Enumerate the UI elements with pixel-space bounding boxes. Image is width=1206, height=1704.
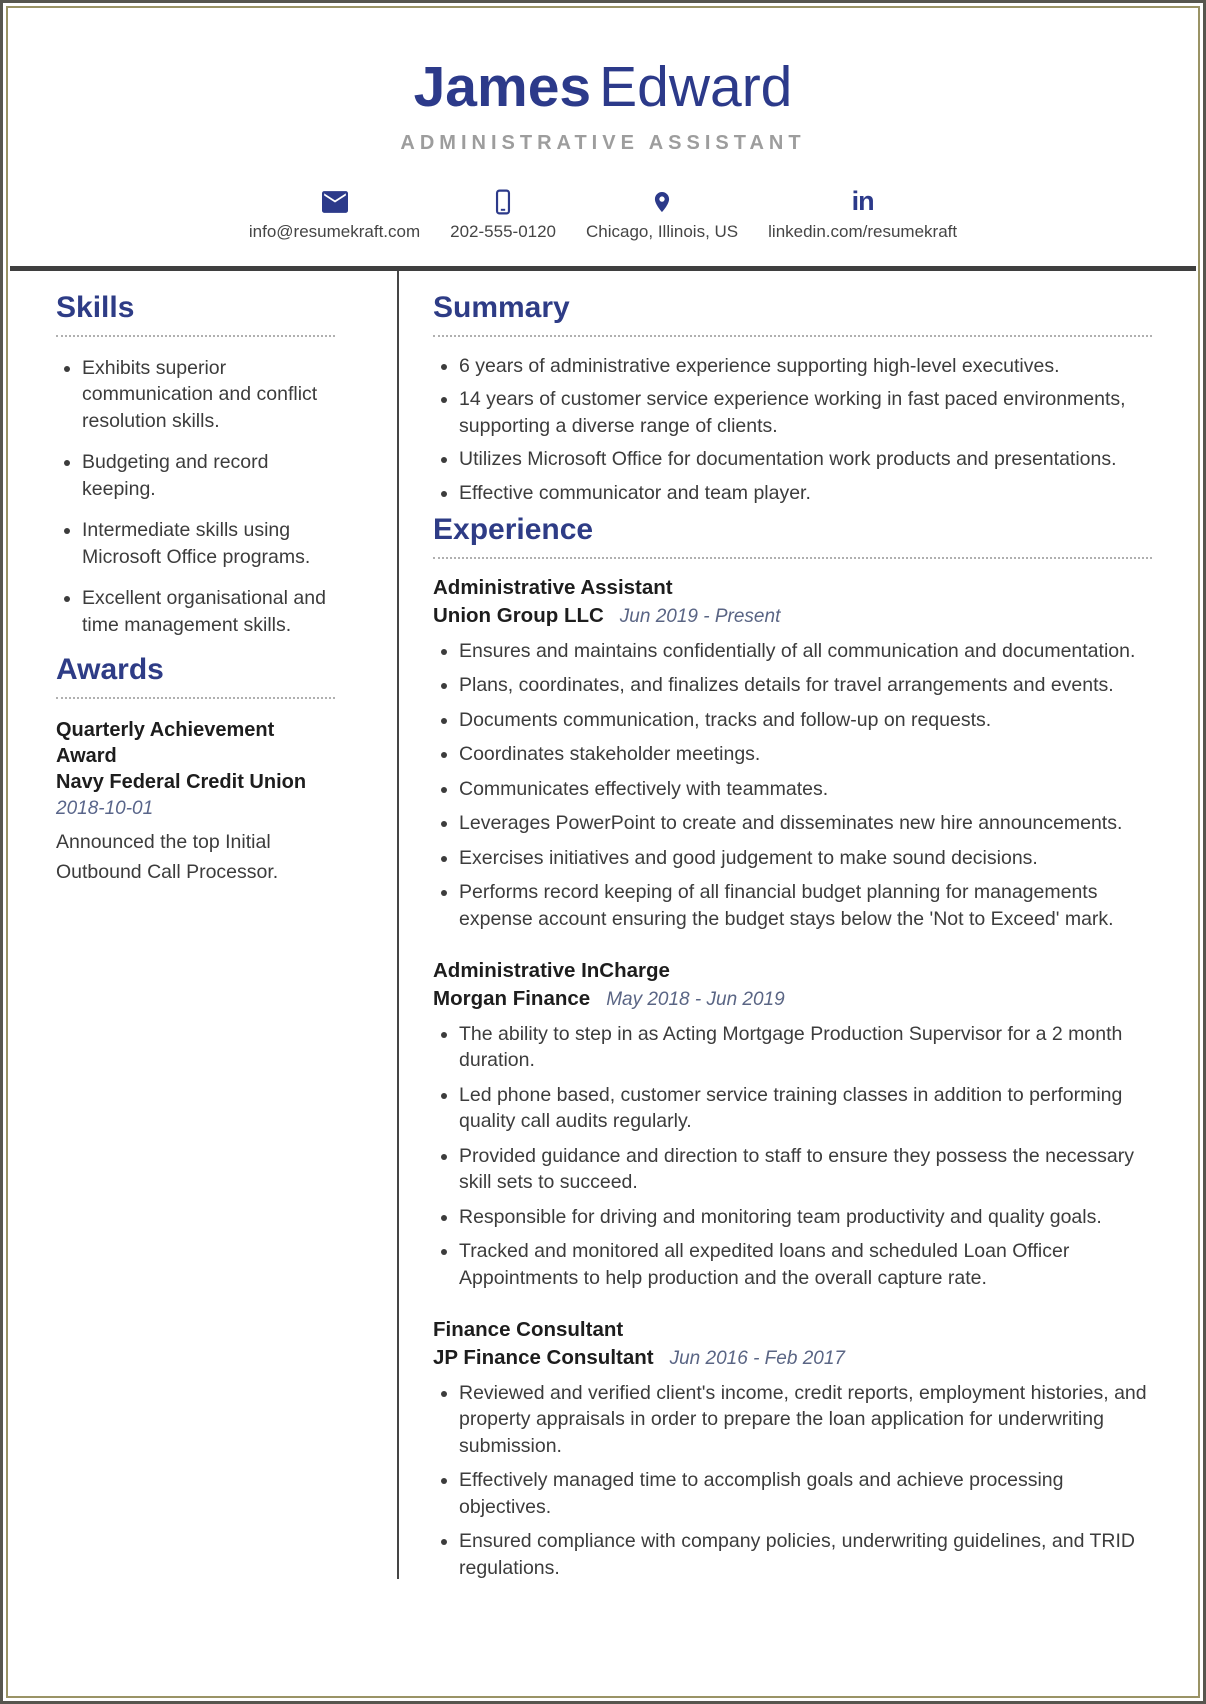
- location-text: Chicago, Illinois, US: [586, 221, 739, 241]
- skills-heading: Skills: [56, 291, 335, 337]
- job-bullet: • Ensures and maintains confidentially of all communication and documentation.: [459, 638, 1152, 665]
- job-bullet: • Plans, coordinates, and finalizes details for travel arrangements and events.: [459, 672, 1152, 699]
- awards-section: [56, 653, 335, 887]
- summary-item: • 14 years of customer service experience working in fast paced environments, supporting a diverse range of clients.: [459, 386, 1152, 439]
- job-bullet-list: [433, 638, 1152, 933]
- job-company: JP Finance Consultant: [433, 1346, 654, 1370]
- job-bullet: • Reviewed and verified client's income, credit reports, employment histories, and property appraisals in order to prepare the loan application for underwriting submission.: [459, 1380, 1152, 1460]
- job-bullet: • Documents communication, tracks and follow-up on requests.: [459, 707, 1152, 734]
- job-bullet: • Ensured compliance with company policies, underwriting guidelines, and TRID regulations.: [459, 1528, 1152, 1581]
- job-bullet-list: [433, 1021, 1152, 1292]
- job-company: Union Group LLC: [433, 604, 604, 628]
- job-bullet: • Responsible for driving and monitoring team productivity and quality goals.: [459, 1204, 1152, 1231]
- candidate-last-name: Edward: [599, 55, 793, 119]
- skill-item: • Intermediate skills using Microsoft Office programs.: [82, 517, 335, 570]
- page-content: [10, 10, 1196, 1694]
- summary-list: [433, 353, 1152, 507]
- award-title: Quarterly Achievement Award: [56, 719, 275, 768]
- resume-body: [10, 271, 1196, 1590]
- job-bullet: • Exercises initiatives and good judgement to make sound decisions.: [459, 845, 1152, 872]
- summary-item: • Effective communicator and team player.: [459, 480, 1152, 507]
- experience-heading: Experience: [433, 513, 1152, 559]
- job-title: Administrative Assistant: [433, 576, 673, 600]
- job-dates: Jun 2019 - Present: [619, 606, 781, 628]
- email-text: info@resumekraft.com: [248, 221, 421, 241]
- resume-header: [10, 10, 1196, 271]
- job-bullet: • Leverages PowerPoint to create and disseminates new hire announcements.: [459, 810, 1152, 837]
- skill-item: • Excellent organisational and time management skills.: [82, 585, 335, 638]
- skills-list: [56, 355, 335, 639]
- award-organization: Navy Federal Credit Union: [56, 771, 307, 794]
- skills-section: [56, 291, 335, 639]
- job-bullet: • Effectively managed time to accomplish goals and achieve processing objectives.: [459, 1467, 1152, 1520]
- job-company: Morgan Finance: [433, 987, 591, 1011]
- right-column: [397, 271, 1196, 1590]
- job-company-line: [433, 603, 1152, 629]
- linkedin-text: linkedin.com/resumekraft: [768, 221, 958, 241]
- job-company-line: [433, 986, 1152, 1012]
- summary-heading: Summary: [433, 291, 1152, 337]
- contact-row: [10, 186, 1196, 242]
- award-entry: [56, 717, 335, 887]
- summary-item: • 6 years of administrative experience supporting high-level executives.: [459, 353, 1152, 380]
- contact-linkedin: [768, 186, 958, 242]
- job-bullet: • Coordinates stakeholder meetings.: [459, 741, 1152, 768]
- experience-section: [433, 513, 1152, 1581]
- location-icon: [652, 189, 672, 215]
- experience-jobs: [433, 575, 1152, 1581]
- job-bullet: • Communicates effectively with teammates.: [459, 776, 1152, 803]
- column-divider: [397, 271, 399, 1579]
- job-title: Finance Consultant: [433, 1318, 624, 1342]
- contact-email: [249, 189, 420, 242]
- candidate-job-title: ADMINISTRATIVE ASSISTANT: [400, 131, 806, 154]
- job-bullet: • Tracked and monitored all expedited loans and scheduled Loan Officer Appointments to help production and the overall capture rate.: [459, 1238, 1152, 1291]
- job-dates: May 2018 - Jun 2019: [606, 989, 785, 1011]
- candidate-name: [10, 55, 1196, 119]
- job-company-line: [433, 1345, 1152, 1371]
- linkedin-icon: in: [851, 186, 874, 217]
- experience-job: [433, 958, 1152, 1291]
- contact-phone: [450, 189, 556, 242]
- job-title: Administrative InCharge: [433, 959, 670, 983]
- skill-item: • Exhibits superior communication and conflict resolution skills.: [82, 355, 335, 435]
- award-date: 2018-10-01: [56, 798, 154, 820]
- left-column: [10, 271, 397, 887]
- job-bullet: • Performs record keeping of all financial budget planning for managements expense account ensuring the budget stays below the 'Not to Exceed' mark.: [459, 879, 1152, 932]
- awards-heading: Awards: [56, 653, 335, 699]
- summary-item: • Utilizes Microsoft Office for documentation work products and presentations.: [459, 446, 1152, 473]
- contact-location: [586, 189, 738, 242]
- job-bullet: • Provided guidance and direction to staff to ensure they possess the necessary skill sets to succeed.: [459, 1143, 1152, 1196]
- job-bullet: • The ability to step in as Acting Mortgage Production Supervisor for a 2 month duration.: [459, 1021, 1152, 1074]
- award-description: Announced the top Initial Outbound Call Processor.: [56, 831, 279, 883]
- job-bullet-list: [433, 1380, 1152, 1582]
- phone-text: 202-555-0120: [450, 221, 557, 241]
- awards-list: [56, 717, 335, 887]
- email-icon: [322, 189, 348, 215]
- experience-job: [433, 575, 1152, 932]
- skill-item: • Budgeting and record keeping.: [82, 449, 335, 502]
- job-dates: Jun 2016 - Feb 2017: [669, 1348, 845, 1370]
- candidate-first-name: James: [413, 55, 592, 119]
- summary-section: [433, 291, 1152, 507]
- phone-icon: [495, 189, 511, 215]
- job-bullet: • Led phone based, customer service training classes in addition to performing quality call audits regularly.: [459, 1082, 1152, 1135]
- experience-job: [433, 1317, 1152, 1581]
